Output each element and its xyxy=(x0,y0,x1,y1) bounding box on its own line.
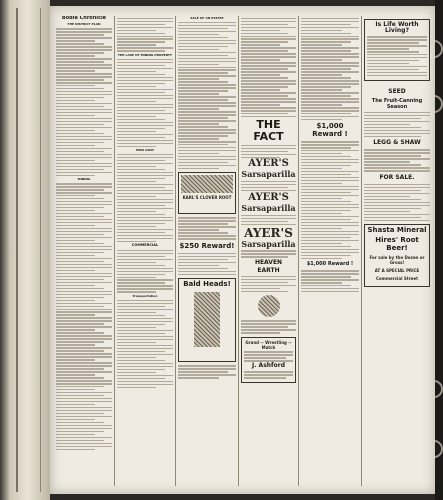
article-text xyxy=(244,371,293,378)
article-text xyxy=(56,28,112,176)
article-text xyxy=(117,154,173,242)
article-text xyxy=(241,18,296,118)
ad-heading: Hires' Root Beer! xyxy=(375,236,419,252)
section-heading: SALE OF AN ESTATE xyxy=(190,16,224,20)
ad-heading: FOR SALE. xyxy=(379,173,415,181)
ad-heading: HEAVEN xyxy=(254,258,283,266)
binder-rule xyxy=(40,8,41,492)
column-2 xyxy=(117,16,173,486)
article-text xyxy=(241,276,296,292)
article-text xyxy=(117,300,173,388)
section-heading: MISS GRAY xyxy=(135,147,155,152)
section-heading: COMMERCIAL xyxy=(131,242,159,247)
binder-rule xyxy=(16,8,18,492)
masthead: Bodie Chronicle xyxy=(61,16,107,21)
article-text xyxy=(301,141,359,259)
column-5 xyxy=(301,16,359,486)
article-text xyxy=(117,250,173,293)
article-text xyxy=(241,181,296,191)
ad-heading: Bald Heads! xyxy=(183,280,231,289)
ad-text: AT A SPECIAL PRICE xyxy=(374,268,420,274)
article-text xyxy=(241,215,296,225)
article-text xyxy=(241,320,296,333)
section-heading: Transportation xyxy=(132,293,158,298)
ad-heading: Shasta Mineral xyxy=(367,226,427,235)
ad-product: Sarsaparilla xyxy=(241,169,296,180)
ad-heading: $1,000 Reward ! xyxy=(306,260,354,267)
section-heading: MINING xyxy=(77,177,91,182)
article-text xyxy=(178,22,236,170)
article-text xyxy=(241,145,296,158)
article-text xyxy=(117,59,173,147)
newspaper-page xyxy=(50,6,435,494)
section-heading: THE LASE OF MINING PROPERTY xyxy=(117,52,173,57)
article-text xyxy=(56,183,112,450)
ad-brand: AYER'S xyxy=(248,192,289,204)
section-heading: THE DISTRICT PLAN xyxy=(67,22,101,27)
article-text xyxy=(178,253,236,275)
ad-brand: AYER'S xyxy=(248,158,289,170)
ad-heading: EARTH xyxy=(257,266,280,274)
article-text xyxy=(241,250,296,257)
advertisement xyxy=(364,19,430,81)
column-1 xyxy=(56,16,112,486)
column-rule xyxy=(114,16,115,486)
article-text xyxy=(117,18,173,52)
ad-heading: J. Ashford xyxy=(251,362,286,370)
article-text xyxy=(301,18,359,121)
column-rule xyxy=(175,16,176,486)
ad-text: Commercial Street xyxy=(375,276,418,282)
advertisement xyxy=(241,337,296,383)
article-text xyxy=(178,217,236,239)
binder-spine xyxy=(0,0,50,500)
article-text xyxy=(367,36,427,76)
advertisement xyxy=(178,172,236,214)
article-text xyxy=(364,149,430,171)
column-4 xyxy=(241,16,296,486)
ad-heading: $1,000 Reward ! xyxy=(312,122,348,138)
ad-title: KARL'S CLOVER ROOT xyxy=(182,195,232,201)
article-text xyxy=(364,112,430,137)
column-6 xyxy=(364,16,430,486)
ad-heading: The Fruit-Canning Season xyxy=(371,98,423,110)
ad-portrait xyxy=(258,295,280,317)
advertisement xyxy=(364,224,430,287)
ad-heading: THE FACT xyxy=(253,118,284,144)
ad-illustration xyxy=(181,175,233,193)
ad-title: Grand -- Wrestling -- Match xyxy=(245,339,292,350)
article-text xyxy=(364,184,430,221)
column-rule xyxy=(298,16,299,486)
column-rule xyxy=(238,16,239,486)
ad-product: Sarsaparilla xyxy=(241,238,296,249)
advertisement xyxy=(178,278,236,362)
column-rule xyxy=(361,16,362,486)
ad-text: For sale by the Dozen or Gross! xyxy=(369,255,425,266)
column-3 xyxy=(178,16,236,486)
ad-illustration xyxy=(194,292,220,347)
ad-heading: Is Life Worth Living? xyxy=(375,21,419,35)
page-edge xyxy=(435,0,443,500)
ad-product: Sarsaparilla xyxy=(241,203,296,214)
ad-heading: $250 Reward! xyxy=(179,241,235,250)
article-text xyxy=(178,365,236,378)
article-text xyxy=(301,270,359,292)
ad-brand: AYER'S xyxy=(244,225,293,240)
article-text xyxy=(244,351,293,361)
ad-heading: LEGG & SHAW xyxy=(373,139,421,147)
ad-heading: SEED xyxy=(388,87,406,95)
